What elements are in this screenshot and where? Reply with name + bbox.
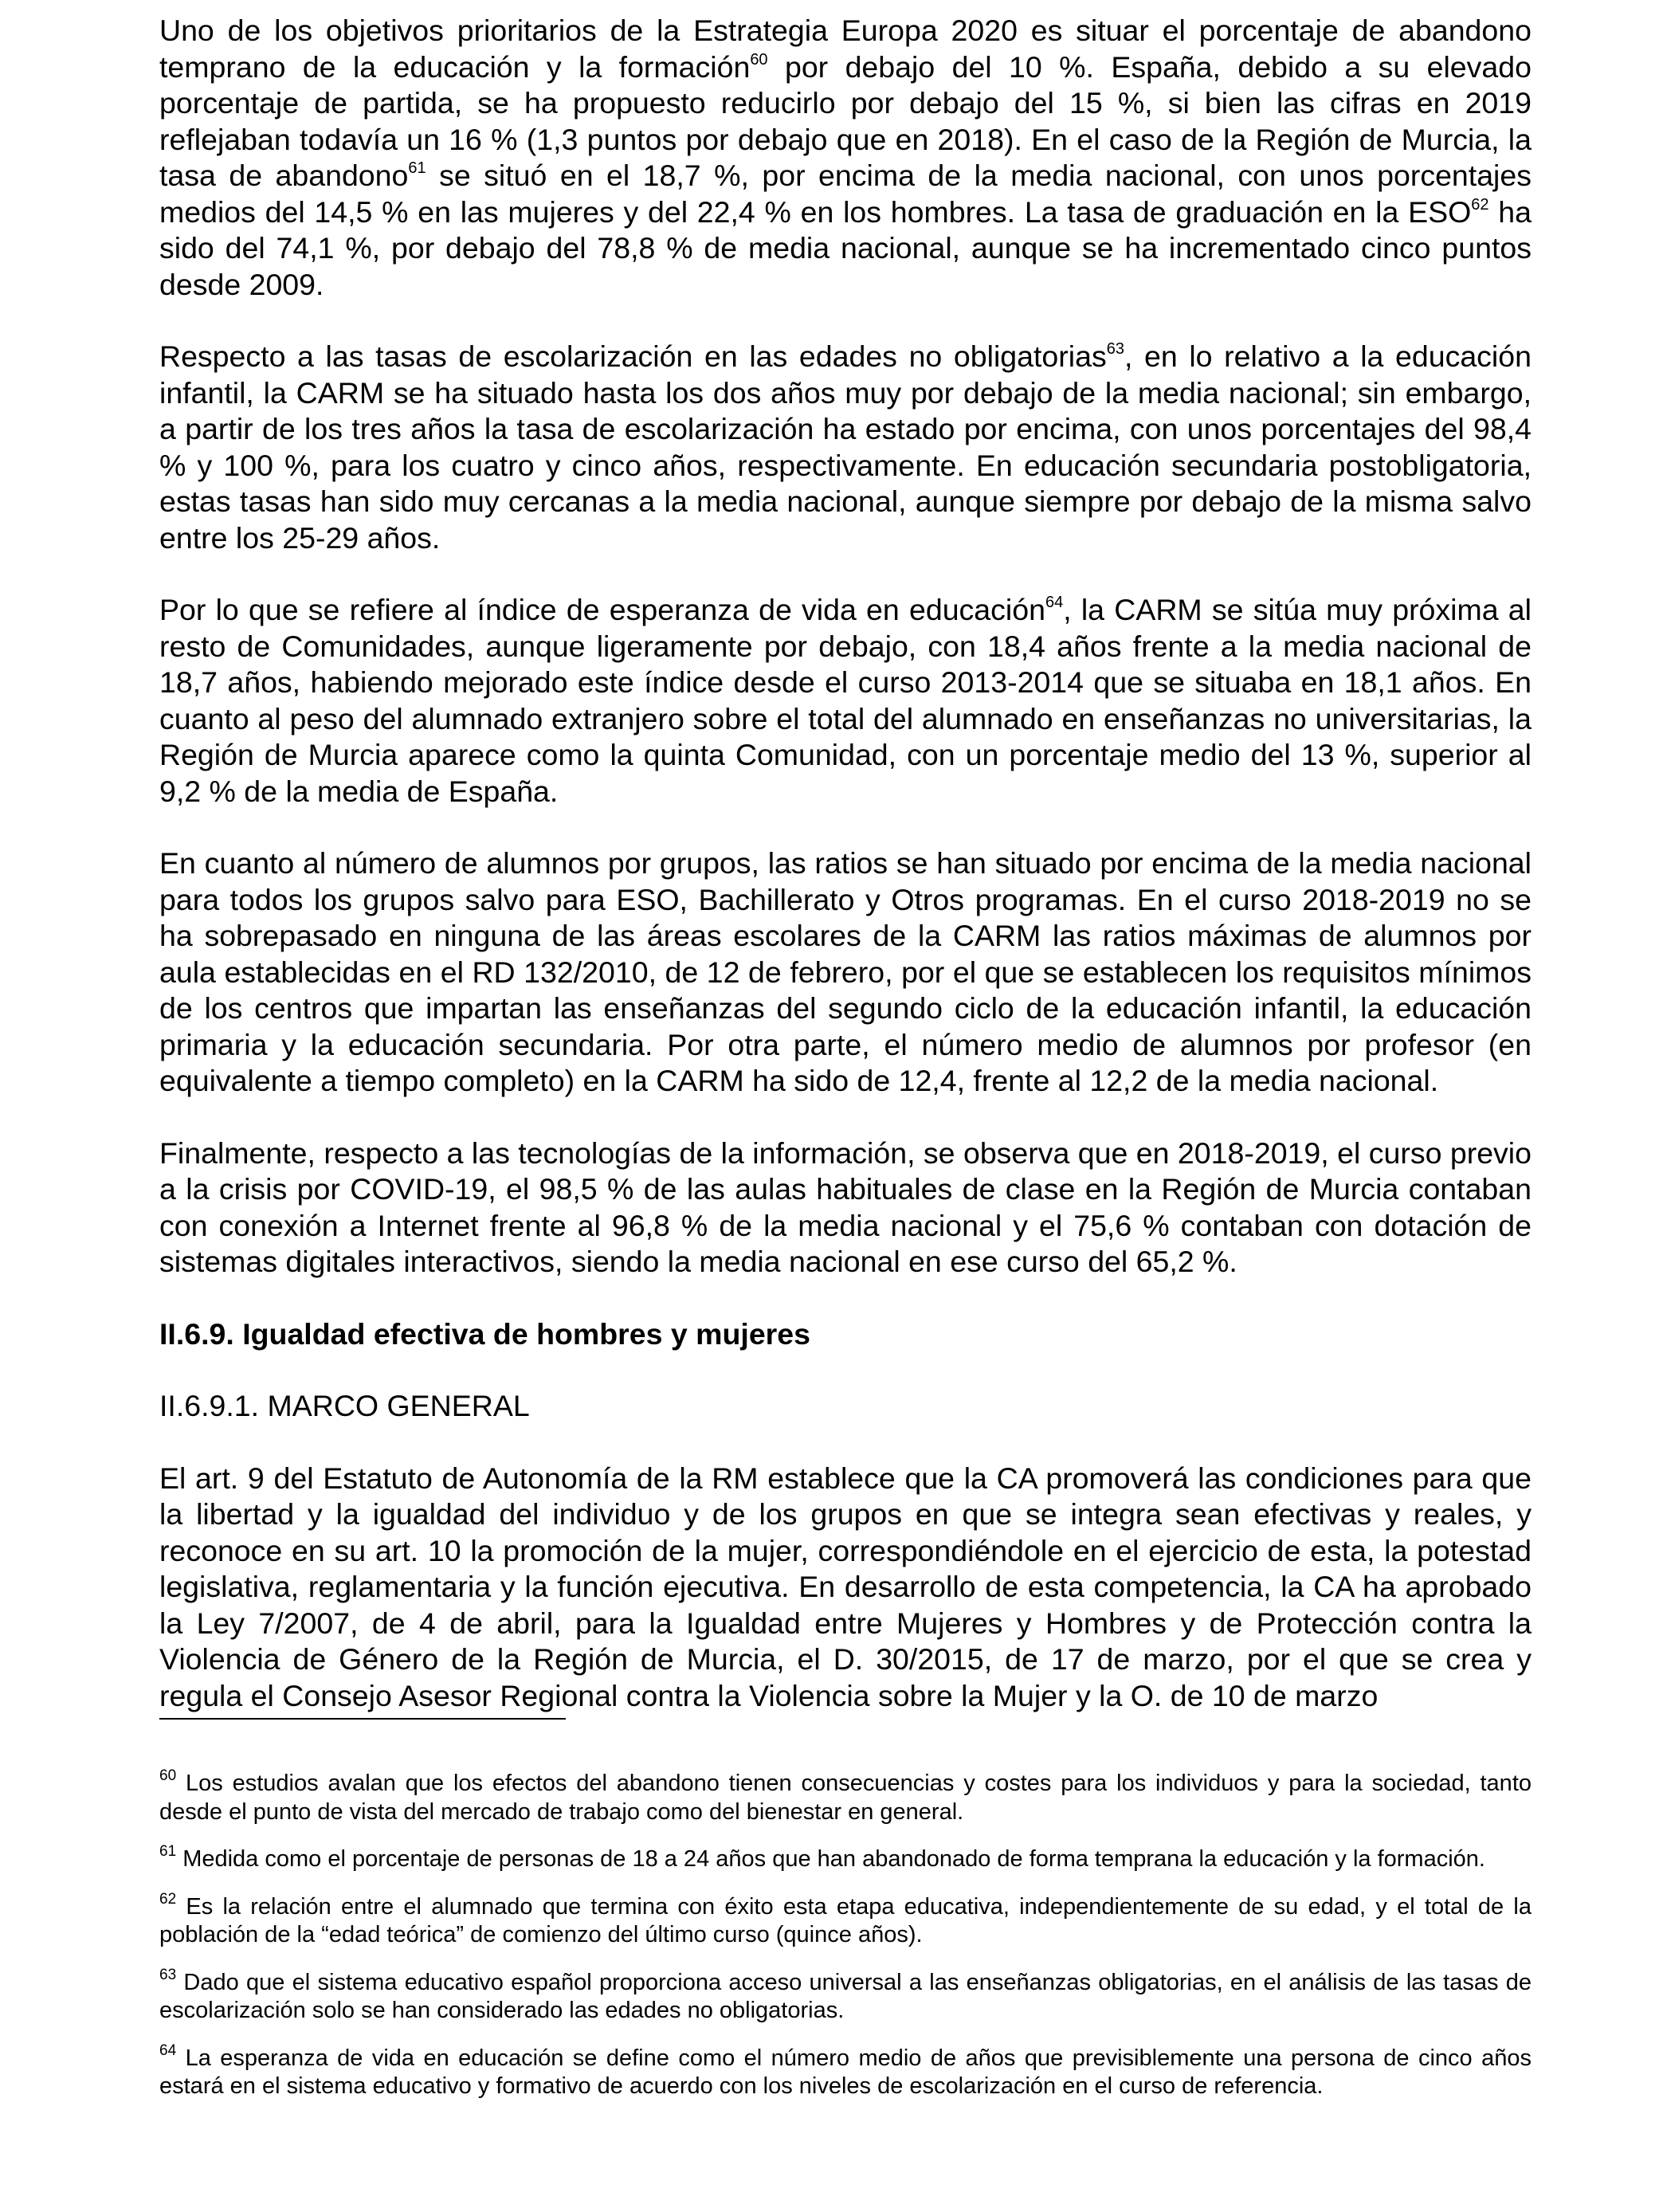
- footnote-number: 63: [159, 1966, 177, 1983]
- footnote: [159, 1966, 1532, 2026]
- footnote-text: La esperanza de vida en educación se define como el número medio de años que previsiblemente una persona de cinco años estará en el sistema educativo y formativo de acuerdo con los niveles de escolarización en el curso de referencia.: [159, 2045, 1532, 2099]
- footnote-text: Medida como el porcentaje de personas de 18 a 24 años que han abandonado de forma temprana la educación y la formación.: [176, 1846, 1485, 1872]
- body-paragraph: [159, 845, 1532, 1100]
- footnote-text: Es la relación entre el alumnado que termina con éxito esta etapa educativa, independientemente de su edad, y el total de la población de la “edad teórica” de comienzo del último curso (quince años).: [159, 1893, 1532, 1947]
- text-run: Por lo que se refiere al índice de esperanza de vida en educación: [159, 593, 1045, 626]
- footnote: [159, 1767, 1532, 1826]
- text-run: por debajo del 10 %. España, debido a su elevado porcentaje de partida, se ha propuesto reducirlo por debajo del 15 %, si bien las cifras en 2019 reflejaban todavía un 16 % (1,3 puntos por debajo que en 2018). En el caso de la Región de Murcia, la tasa de abandono: [159, 49, 1532, 192]
- footnotes: [159, 1767, 1532, 2101]
- subsection-heading: II.6.9.1. MARCO GENERAL: [159, 1389, 530, 1422]
- text-run: , la CARM se sitúa muy próxima al resto de Comunidades, aunque ligeramente por debajo, con 18,4 años frente a la media nacional de 18,7 años, habiendo mejorado este índice desde el curso 2013-2014 que se situaba en 18,1 años. En cuanto al peso del alumnado extranjero sobre el total del alumnado en enseñanzas no universitarias, la Región de Murcia aparece como la quinta Comunidad, con un porcentaje medio del 13 %, superior al 9,2 % de la media de España.: [159, 593, 1532, 808]
- body-paragraph: [159, 1135, 1532, 1281]
- footnote: [159, 2041, 1532, 2101]
- footnote-number: 60: [159, 1767, 177, 1784]
- body-paragraph: [159, 592, 1532, 810]
- footnote-ref[interactable]: 64: [1045, 594, 1064, 611]
- footnote-ref[interactable]: 63: [1106, 340, 1124, 358]
- text-run: Respecto a las tasas de escolarización en las edades no obligatorias: [159, 339, 1107, 373]
- footnote-ref[interactable]: 60: [750, 50, 768, 69]
- footnote-ref[interactable]: 62: [1471, 195, 1489, 214]
- body-paragraph: El art. 9 del Estatuto de Autonomía de la RM establece que la CA promoverá las condiciones para que la libertad y la igualdad del individuo y de los grupos en que se integra sean efectivas y reales, y reconoce en su art. 10 la promoción de la mujer, correspondiéndole en el ejercicio de esta, la potestad legislativa, reglamentaria y la función ejecutiva. En desarrollo de esta competencia, la CA ha aprobado la Ley 7/2007, de 4 de abril, para la Igualdad entre Mujeres y Hombres y de Protección contra la Violencia de Género de la Región de Murcia, el D. 30/2015, de 17 de marzo, por el que se crea y regula el Consejo Asesor Regional contra la Violencia sobre la Mujer y la O. de 10 de marzo: [159, 1461, 1532, 1712]
- text-run: ha sido del 74,1 %, por debajo del 78,8 % de media nacional, aunque se ha incrementado cinco puntos desde 2009.: [159, 194, 1532, 301]
- main-text: [159, 13, 1532, 1714]
- footnote: [159, 1890, 1532, 1950]
- body-paragraph: [159, 13, 1532, 303]
- text-run: En cuanto al número de alumnos por grupos, las ratios se han situado por encima de la media nacional para todos los grupos salvo para ESO, Bachillerato y Otros programas. En el curso 2018-2019 no se ha sobrepasado en ninguna de las áreas escolares de la CARM las ratios máximas de alumnos por aula establecidas en el RD 132/2010, de 12 de febrero, por el que se establecen los requisitos mínimos de los centros que impartan las enseñanzas del segundo ciclo de la educación infantil, la educación primaria y la educación secundaria. Por otra parte, el número medio de alumnos por profesor (en equivalente a tiempo completo) en la CARM ha sido de 12,4, frente al 12,2 de la media nacional.: [159, 846, 1532, 1097]
- section-heading: II.6.9. Igualdad efectiva de hombres y mujeres: [159, 1316, 810, 1351]
- text-run: Finalmente, respecto a las tecnologías de la información, se observa que en 2018-2019, el curso previo a la crisis por COVID-19, el 98,5 % de las aulas habituales de clase en la Región de Murcia contaban con conexión a Internet frente al 96,8 % de la media nacional y el 75,6 % contaban con dotación de sistemas digitales interactivos, siendo la media nacional en ese curso del 65,2 %.: [159, 1135, 1532, 1278]
- footnote-number: 62: [159, 1890, 177, 1908]
- footnote-ref[interactable]: 61: [408, 159, 426, 177]
- footnote-text: Los estudios avalan que los efectos del abandono tienen consecuencias y costes para los individuos y para la sociedad, tanto desde el punto de vista del mercado de trabajo como del bienestar en general.: [159, 1771, 1532, 1825]
- footnote-separator: [159, 1718, 566, 1720]
- footnote: [159, 1845, 1532, 1874]
- text-run: , en lo relativo a la educación infantil, la CARM se ha situado hasta los dos años muy por debajo de la media nacional; sin embargo, a partir de los tres años la tasa de escolarización ha estado por encima, con unos porcentajes del 98,4 % y 100 %, para los cuatro y cinco años, respectivamente. En educación secundaria postobligatoria, estas tasas han sido muy cercanas a la media nacional, aunque siempre por debajo de la misma salvo entre los 25-29 años.: [159, 339, 1532, 555]
- footnote-text: Dado que el sistema educativo español proporciona acceso universal a las enseñanzas obligatorias, en el análisis de las tasas de escolarización solo se han considerado las edades no obligatorias.: [159, 1969, 1532, 2023]
- text-run: se situó en el 18,7 %, por encima de la media nacional, con unos porcentajes medios del 14,5 % en las mujeres y del 22,4 % en los hombres. La tasa de graduación en la ESO: [159, 159, 1532, 229]
- body-paragraph: [159, 339, 1532, 556]
- footnote-number: 61: [159, 1843, 177, 1860]
- footnote-number: 64: [159, 2041, 177, 2059]
- text-run: Uno de los objetivos prioritarios de la Estrategia Europa 2020 es situar el porcentaje de abandono temprano de la educación y la formación: [159, 14, 1532, 84]
